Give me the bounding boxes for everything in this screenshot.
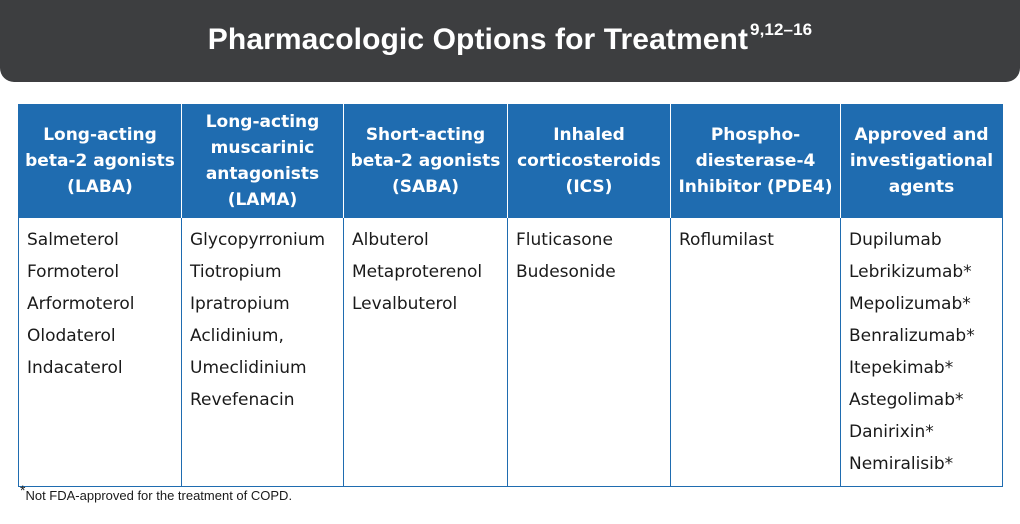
header-line: Phospho-	[710, 125, 801, 145]
list-item: Olodaterol	[27, 326, 116, 346]
header-line: muscarinic	[210, 138, 315, 158]
list-item: Danirixin*	[849, 422, 934, 442]
header-line: (LAMA)	[227, 190, 298, 210]
list-item: Mepolizumab*	[849, 294, 971, 314]
treatment-options-table	[18, 104, 1003, 487]
header-pde4	[671, 105, 841, 218]
table-header-row	[19, 105, 1003, 218]
footnote	[20, 482, 293, 503]
list-item: Revefenacin	[190, 390, 295, 410]
header-line: Inhaled	[553, 125, 625, 145]
list-item: Budesonide	[516, 262, 616, 282]
header-line: Short-acting	[365, 125, 486, 145]
cell-lama	[182, 218, 344, 487]
list-item: Aclidinium,	[190, 326, 284, 346]
list-item: Umeclidinium	[190, 358, 307, 378]
list-item: Itepekimab*	[849, 358, 954, 378]
list-item: Roflumilast	[679, 230, 774, 250]
list-item: Levalbuterol	[352, 294, 458, 314]
list-item: Benralizumab*	[849, 326, 975, 346]
list-item: Glycopyrronium	[190, 230, 326, 250]
cell-ics	[508, 218, 671, 487]
header-approved-investigational	[841, 105, 1003, 218]
list-item: Tiotropium	[190, 262, 282, 282]
title-banner	[0, 0, 1020, 82]
header-line: beta-2 agonists	[350, 151, 501, 171]
list-item: Lebrikizumab*	[849, 262, 972, 282]
header-line: Long-acting	[43, 125, 157, 145]
header-ics	[508, 105, 671, 218]
list-item: Formoterol	[27, 262, 120, 282]
header-line: (LABA)	[67, 177, 133, 197]
header-line: agents	[888, 177, 955, 197]
list-item: Albuterol	[352, 230, 429, 250]
cell-pde4	[671, 218, 841, 487]
list-item: Astegolimab*	[849, 390, 964, 410]
list-item: Nemiralisib*	[849, 454, 954, 474]
title-references: 9,12–16	[750, 20, 813, 39]
header-line: beta-2 agonists	[25, 151, 175, 171]
list-item: Arformoterol	[27, 294, 135, 314]
header-line: investigational	[849, 151, 994, 171]
header-line: (ICS)	[565, 177, 613, 197]
footnote-marker: *	[20, 482, 26, 498]
cell-approved-investigational	[841, 218, 1003, 487]
table-row	[19, 218, 1003, 487]
list-item: Ipratropium	[190, 294, 290, 314]
header-line: Inhibitor (PDE4)	[678, 177, 833, 197]
list-item: Dupilumab	[849, 230, 942, 250]
header-line: Long-acting	[205, 112, 320, 132]
list-item: Salmeterol	[27, 230, 119, 250]
page-title	[207, 20, 813, 57]
header-lama	[182, 105, 344, 218]
cell-laba	[19, 218, 182, 487]
cell-saba	[344, 218, 508, 487]
header-line: diesterase-4	[695, 151, 816, 171]
header-line: antagonists	[205, 164, 320, 184]
list-item: Indacaterol	[27, 358, 123, 378]
header-line: (SABA)	[391, 177, 460, 197]
footnote-text: Not FDA-approved for the treatment of COPD.	[25, 488, 293, 503]
header-laba	[19, 105, 182, 218]
list-item: Fluticasone	[516, 230, 613, 250]
header-line: corticosteroids	[517, 151, 661, 171]
title-text: Pharmacologic Options for Treatment	[207, 23, 749, 56]
header-line: Approved and	[854, 125, 989, 145]
list-item: Metaproterenol	[352, 262, 483, 282]
header-saba	[344, 105, 508, 218]
